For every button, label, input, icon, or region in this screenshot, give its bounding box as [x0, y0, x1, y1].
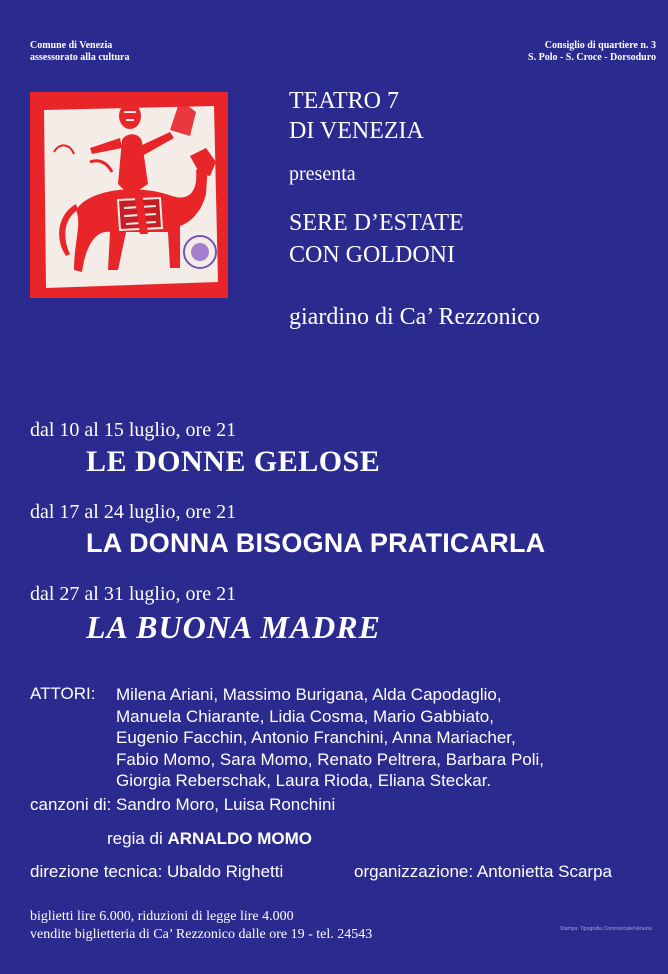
play-2-title: LA DONNA BISOGNA PRATICARLA: [86, 528, 546, 558]
technical-direction-credit: direzione tecnica: Ubaldo Righetti: [30, 862, 284, 881]
theatre-line2: DI VENEZIA: [289, 118, 424, 144]
header-left: [30, 40, 129, 64]
theatre-line1: TEATRO 7: [289, 88, 399, 114]
play-3-date: dal 27 al 31 luglio, ore 21: [30, 583, 237, 605]
actors-line-5: Giorgia Reberschak, Laura Rioda, Eliana Steckar.: [116, 771, 492, 790]
event-title-line1: SERE D’ESTATE: [289, 210, 464, 236]
consiglio-text: Consiglio di quartiere n. 3: [544, 40, 656, 51]
presenta-text: presenta: [289, 163, 356, 185]
horse-rider-illustration-icon: [30, 92, 228, 298]
organization-credit: organizzazione: Antonietta Scarpa: [354, 862, 613, 881]
actors-label: ATTORI:: [30, 684, 96, 703]
actors-line-4: Fabio Momo, Sara Momo, Renato Peltrera, Barbara Poli,: [116, 749, 545, 769]
quartiere-text: S. Polo - S. Croce - Dorsoduro: [528, 52, 656, 63]
comune-text: Comune di Venezia: [30, 40, 113, 51]
play-2-date: dal 17 al 24 luglio, ore 21: [30, 501, 237, 523]
director-name: ARNALDO MOMO: [167, 829, 312, 848]
director-credit: [107, 829, 312, 849]
location-text: giardino di Ca’ Rezzonico: [289, 304, 540, 330]
play-1-date: dal 10 al 15 luglio, ore 21: [30, 419, 237, 441]
actors-line-2: Manuela Chiarante, Lidia Cosma, Mario Gabbiato,: [116, 706, 494, 726]
event-title: [289, 207, 464, 271]
event-title-line2: CON GOLDONI: [289, 242, 455, 268]
play-3-title: LA BUONA MADRE: [86, 609, 381, 645]
songs-credit: canzoni di: Sandro Moro, Luisa Ronchini: [30, 795, 336, 814]
actors-line-3: Eugenio Facchin, Antonio Franchini, Anna Mariacher,: [116, 728, 516, 747]
theatre-name: [289, 86, 424, 146]
actors-line-1: Milena Ariani, Massimo Burigana, Alda Capodaglio,: [116, 685, 502, 704]
assessorato-text: assessorato alla cultura: [30, 52, 130, 63]
ticket-prices: biglietti lire 6.000, riduzioni di legge lire 4.000: [30, 909, 294, 924]
play-1-title: LE DONNE GELOSE: [86, 445, 381, 478]
header-right: [528, 40, 656, 64]
ticket-sales: vendite biglietteria di Ca’ Rezzonico dalle ore 19 - tel. 24543: [30, 927, 373, 942]
director-prefix: regia di: [107, 829, 163, 848]
ticket-info: [30, 908, 372, 944]
actors-list: [116, 684, 544, 792]
printer-credit: Stampa: Tipografia Commerciale/Venezia: [560, 926, 652, 932]
